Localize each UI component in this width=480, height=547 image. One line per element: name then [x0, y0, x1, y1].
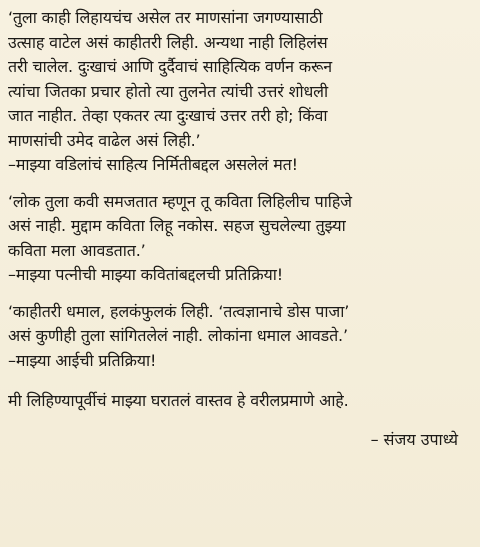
quote-line: जात नाहीत. तेव्हा एकतर त्या दुःखाचं उत्तर तरी हो; किंवा — [8, 106, 328, 125]
quote-line: तरी चालेल. दुःखाचं आणि दुर्दैवाचं साहित्यिक वर्णन करून — [8, 57, 332, 76]
author-signature: – संजय उपाध्ये — [370, 429, 458, 449]
quote-line: ‘लोक तुला कवी समजतात म्हणून तू कविता लिहिलीच पाहिजे — [8, 191, 352, 211]
quote-line: उत्साह वाटेल असं काहीतरी लिही. अन्यथा नाही लिहिलंस — [8, 32, 328, 52]
quote-line: असं नाही. मुद्दाम कविता लिहू नकोस. सहज सुचलेल्या तुझ्या — [8, 216, 346, 235]
quote-line: ‘काहीतरी धमाल, हलकंफुलकं लिही. ‘तत्वज्ञानाचे डोस पाजा’ — [8, 301, 350, 321]
quote-line: असं कुणीही तुला सांगितलेलं नाही. लोकांना धमाल आवडते.’ — [8, 326, 348, 345]
quote-line: माणसांची उमेद वाढेल असं लिही.’ — [8, 130, 201, 150]
quote-block-wife — [8, 190, 472, 288]
attribution-mother: –माझ्या आईची प्रतिक्रिया! — [8, 350, 157, 370]
attribution-father: –माझ्या वडिलांचं साहित्य निर्मितीबद्दल असलेलं मत! — [8, 155, 298, 174]
closing-paragraph — [8, 389, 472, 414]
attribution-wife: –माझ्या पत्नीची माझ्या कवितांबद्दलची प्रतिक्रिया! — [8, 265, 284, 284]
quote-line: त्यांचा जितका प्रचार होतो त्या तुलनेत त्यांची उत्तरं शोधली — [8, 81, 329, 101]
quote-block-father — [8, 6, 472, 178]
quote-line: ‘तुला काही लिहायचंच असेल तर माणसांना जगण्यासाठी — [8, 8, 323, 27]
quote-line: कविता मला आवडतात.’ — [8, 240, 146, 260]
closing-line: मी लिहिण्यापूर्वीचं माझ्या घरातलं वास्तव हे वरीलप्रमाणे आहे. — [8, 391, 349, 410]
quote-block-mother — [8, 300, 472, 374]
